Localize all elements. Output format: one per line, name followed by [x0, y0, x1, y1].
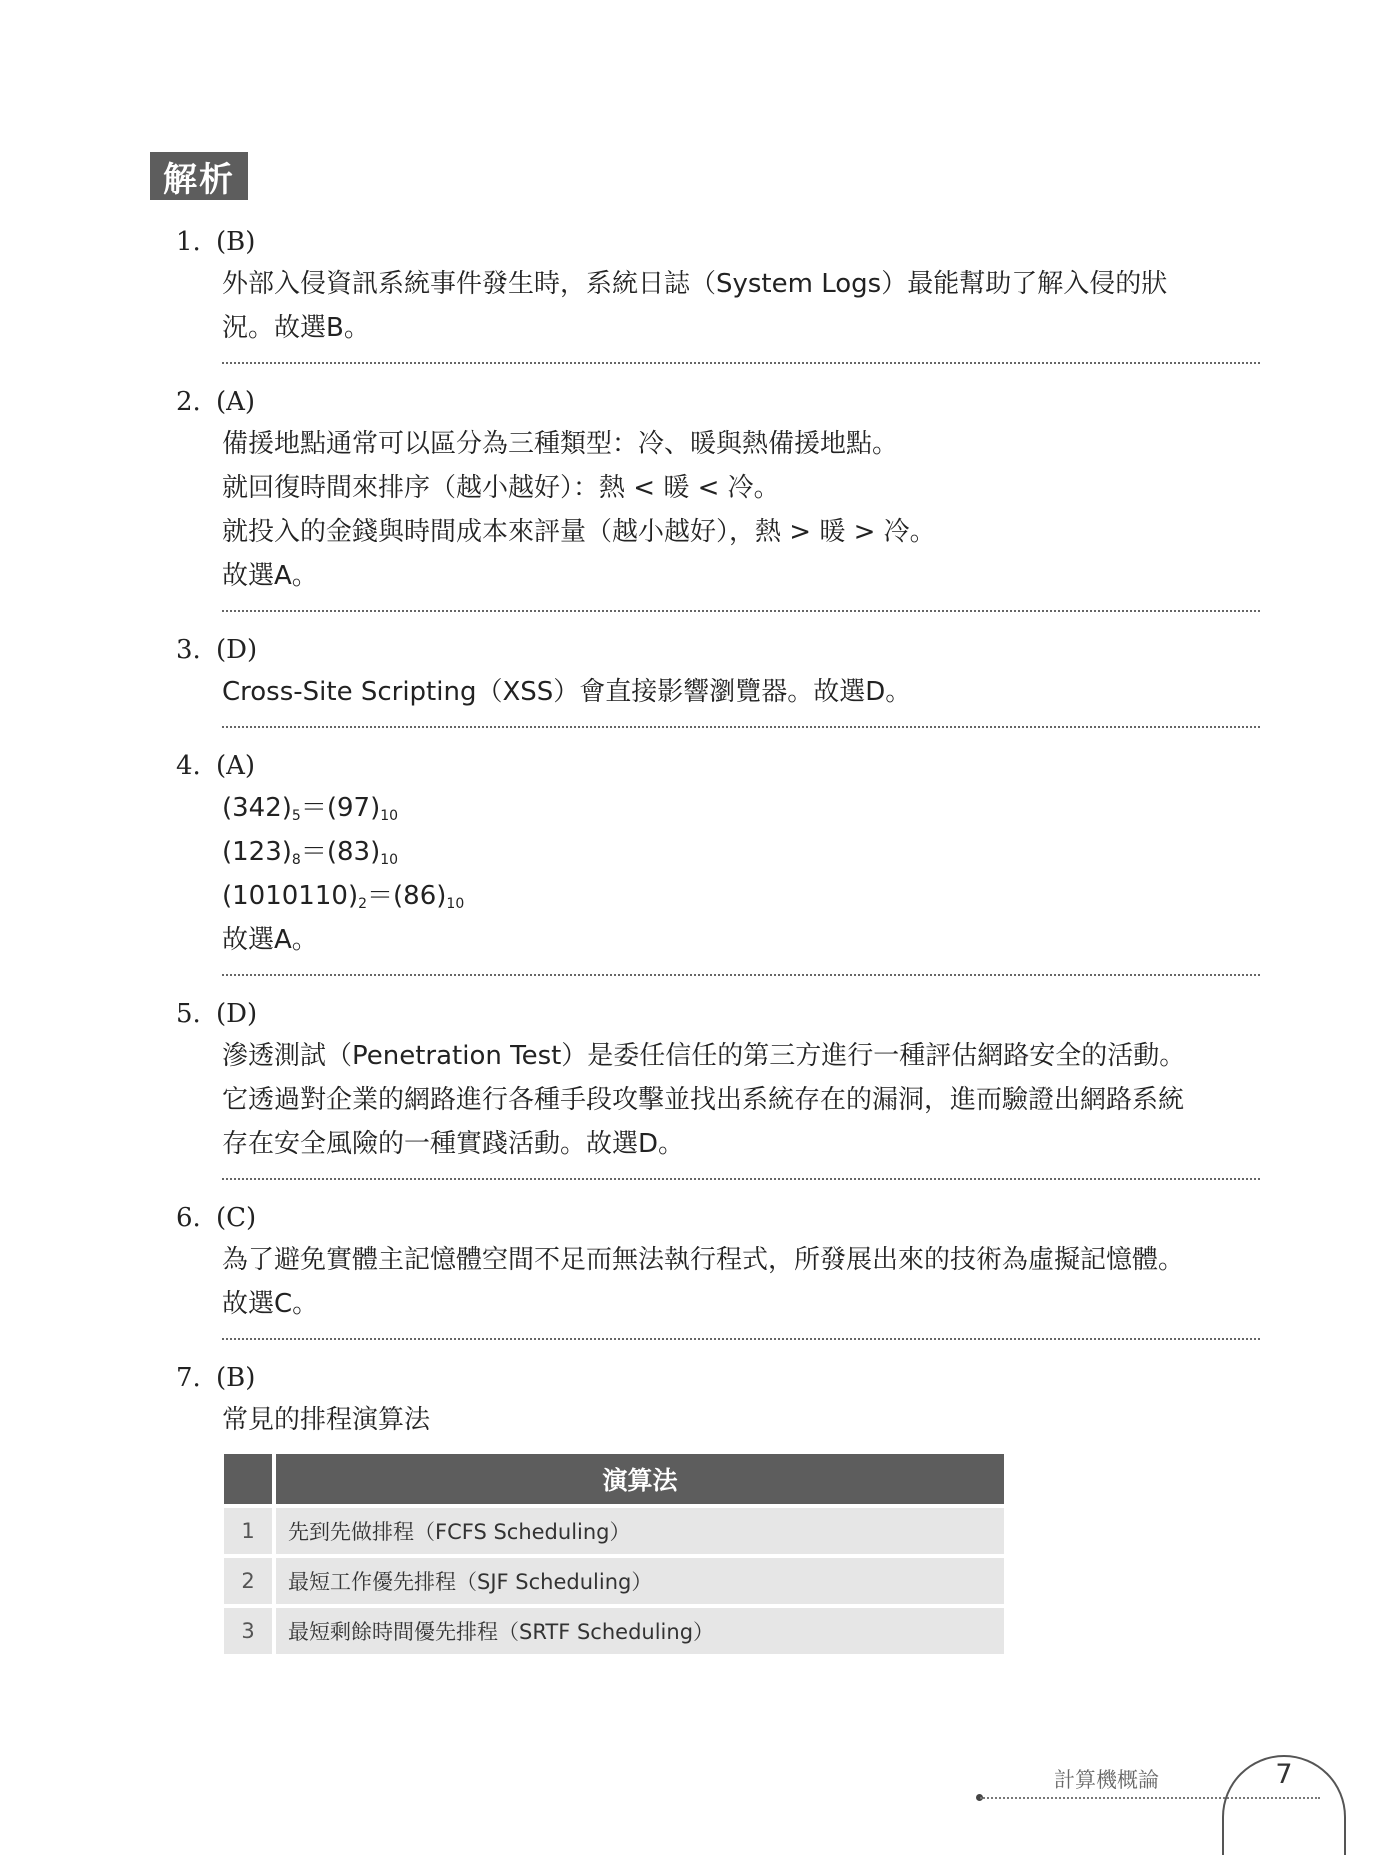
algorithm-name: 最短剩餘時間優先排程（SRTF Scheduling） — [276, 1608, 1004, 1654]
question-header — [176, 382, 1260, 422]
explanation-line: 況。故選B。 — [222, 313, 370, 343]
algorithm-name: 最短工作優先排程（SJF Scheduling） — [276, 1558, 1004, 1604]
base-conversion: $(123)_8=(83)_{10}$ — [222, 837, 399, 868]
explanation-line: 故選A。 — [222, 561, 318, 591]
question-number: 6. — [176, 1203, 201, 1233]
scheduling-algorithm-table — [224, 1450, 1004, 1658]
table-row — [224, 1508, 1004, 1554]
explanation-line: 就回復時間來排序（越小越好）：熱 < 暖 < 冷。 — [222, 473, 780, 503]
question-5 — [176, 994, 1260, 1180]
explanation-line: 故選C。 — [222, 1289, 319, 1319]
question-3 — [176, 630, 1260, 728]
explanation-line: 外部入侵資訊系統事件發生時，系統日誌（System Logs）最能幫助了解入侵的狀 — [222, 269, 1168, 299]
question-number: 3. — [176, 635, 201, 665]
answer-label: (A) — [216, 387, 256, 417]
question-6 — [176, 1198, 1260, 1340]
dotted-divider — [222, 1338, 1260, 1340]
explanation-line: 存在安全風險的一種實踐活動。故選D。 — [222, 1129, 685, 1159]
question-header — [176, 222, 1260, 262]
question-1 — [176, 222, 1260, 364]
explanation-line: 備援地點通常可以區分為三種類型：冷、暖與熱備援地點。 — [222, 429, 899, 459]
explanation-line: 為了避免實體主記憶體空間不足而無法執行程式，所發展出來的技術為虛擬記憶體。 — [222, 1245, 1185, 1275]
algorithm-name: 先到先做排程（FCFS Scheduling） — [276, 1508, 1004, 1554]
explanation-line: 常見的排程演算法 — [222, 1405, 431, 1435]
answer-label: (D) — [216, 999, 258, 1029]
row-index: 1 — [224, 1508, 276, 1554]
explanation-line: Cross-Site Scripting（XSS）會直接影響瀏覽器。故選D。 — [222, 677, 912, 707]
answer-label: (B) — [216, 1363, 256, 1393]
question-header — [176, 994, 1260, 1034]
page-number: 7 — [1275, 1759, 1293, 1790]
question-header — [176, 1358, 1260, 1398]
algorithm-header: 演算法 — [276, 1454, 1004, 1504]
question-number: 5. — [176, 999, 201, 1029]
explanation-line: 就投入的金錢與時間成本來評量（越小越好），熱 > 暖 > 冷。 — [222, 517, 936, 547]
row-index: 2 — [224, 1558, 276, 1604]
dotted-divider — [222, 362, 1260, 364]
explanation-line: 它透過對企業的網路進行各種手段攻擊並找出系統存在的漏洞，進而驗證出網路系統 — [222, 1085, 1185, 1115]
answer-label: (D) — [216, 635, 258, 665]
question-number: 2. — [176, 387, 201, 417]
answer-list — [176, 222, 1260, 1658]
question-header — [176, 630, 1260, 670]
explanation-line: 滲透測試（Penetration Test）是委任信任的第三方進行一種評估網路安全的活動。 — [222, 1041, 1186, 1071]
question-2 — [176, 382, 1260, 612]
base-conversion: $(342)_5=(97)_{10}$ — [222, 793, 399, 824]
question-number: 7. — [176, 1363, 201, 1393]
table-row — [224, 1558, 1004, 1604]
table-header-row — [224, 1454, 1004, 1504]
answer-label: (B) — [216, 227, 256, 257]
dotted-divider — [222, 610, 1260, 612]
question-number: 1. — [176, 227, 201, 257]
section-title: 解析 — [150, 152, 248, 200]
question-7 — [176, 1358, 1260, 1658]
answer-label: (C) — [216, 1203, 257, 1233]
index-header — [224, 1454, 276, 1504]
book-title: 計算機概論 — [1054, 1768, 1159, 1792]
question-4 — [176, 746, 1260, 976]
table-row — [224, 1608, 1004, 1654]
dotted-divider — [222, 1178, 1260, 1180]
base-conversion: $(1010110)_2=(86)_{10}$ — [222, 881, 465, 912]
answer-label: (A) — [216, 751, 256, 781]
dotted-divider — [222, 974, 1260, 976]
row-index: 3 — [224, 1608, 276, 1654]
question-header — [176, 1198, 1260, 1238]
dotted-divider — [222, 726, 1260, 728]
explanation-line: 故選A。 — [222, 925, 318, 955]
question-header — [176, 746, 1260, 786]
question-number: 4. — [176, 751, 201, 781]
